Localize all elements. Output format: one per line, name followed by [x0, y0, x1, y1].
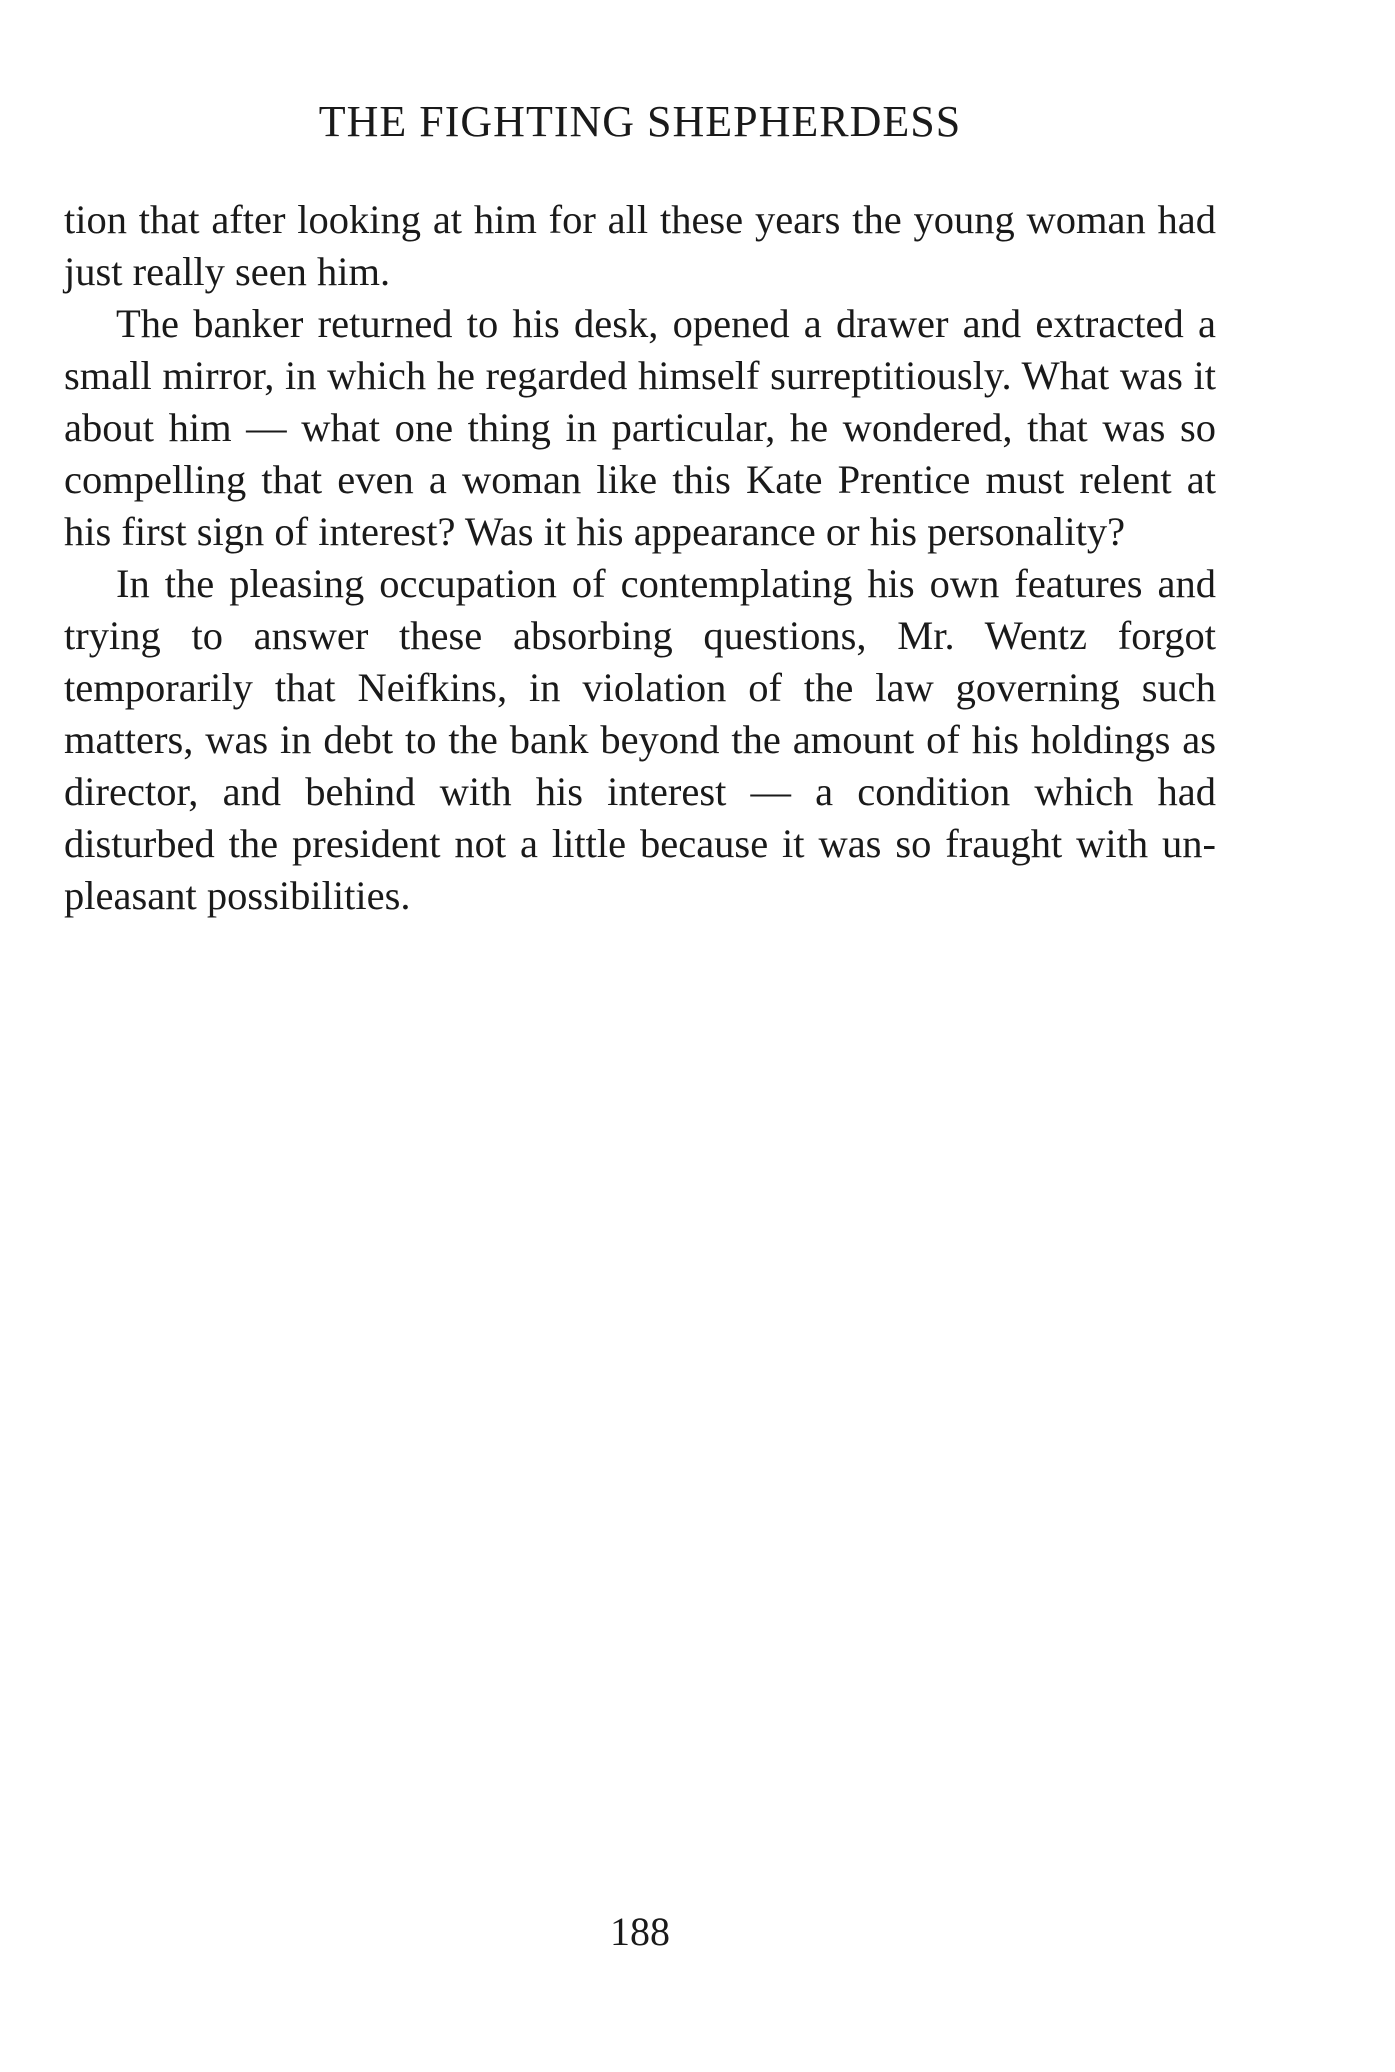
paragraph: In the pleasing occupation of contemplating his own features and trying to answer these absorbing questions, Mr. Wentz forgot temporarily that Neifkins, in violation of the law governing such matters, was in debt to the bank beyond the amount of his holdings as director, and behind with his interest — a condition which had disturbed the president not a little because it was so fraught with unpleasant possibilities.: [64, 561, 1216, 918]
paragraph-continuation: tion that after looking at him for all these years the young woman had just really seen him.: [64, 197, 1216, 294]
body-text: [64, 194, 1216, 922]
paragraph: The banker returned to his desk, opened a drawer and extracted a small mirror, in which he regarded himself surreptitiously. What was it about him — what one thing in particular, he wondered, that was so compelling that even a woman like this Kate Prentice must relent at his first sign of interest? Was it his appearance or his personality?: [64, 301, 1216, 554]
running-head-title: THE FIGHTING SHEPHERDESS: [318, 97, 962, 146]
page-number: 188: [610, 1909, 670, 1954]
